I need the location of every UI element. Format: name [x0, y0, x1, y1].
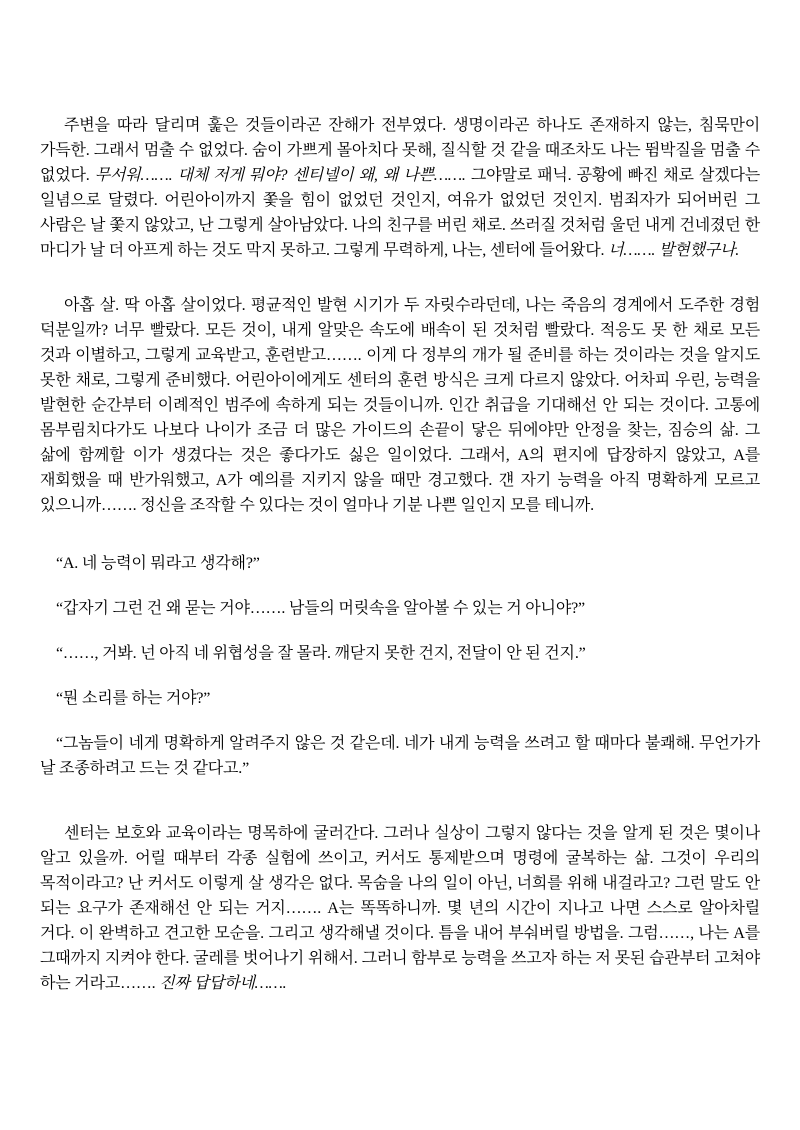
text-run: 주변을 따라 달리며 훑은 것들이라곤 잔해가 전부였다. 생명이라곤 하나도 존재하지 않는, 침묵만이 가득한. 그래서 멈출 수 없었다. 숨이 가쁘게 몰아치다 못해, 질식할 것 같을 때조차도 나는 뜀박질을 멈출 수 없었다.: [40, 117, 760, 184]
text-run: “……, 거봐. 넌 아직 네 위협성을 잘 몰라. 깨닫지 못한 건지, 전달이 안 된 건지.”: [56, 645, 586, 662]
narrative-paragraph: [40, 293, 760, 518]
text-run-italic: 진짜 답답하네…….: [159, 975, 287, 992]
text-run: 그야말로 패닉. 공황에 빠진 채로 살겠다는 일념으로 달렸다. 어린아이까지 쫓을 힘이 없었던 것인지, 여유가 없었던 것인지. 범죄자가 되어버린 그 사람은 날 쫓지 않았고, 난 그렇게 살아남았다. 나의 친구를 버린 채로. 쓰러질 것처럼 울던 내게 건네졌던 한 마디가 날 더 아프게 하는 것도 막지 못하고. 그렇게 무력하게, 나는, 센터에 들어왔다.: [40, 167, 761, 259]
narrative-paragraph: [40, 821, 760, 996]
dialogue-line: [40, 641, 760, 666]
text-run: 아홉 살. 딱 아홉 살이었다. 평균적인 발현 시기가 두 자릿수라던데, 나는 죽음의 경계에서 도주한 경험 덕분일까? 너무 빨랐다. 모든 것이, 내게 알맞은 속도에 배속이 된 것처럼 빨랐다. 적응도 못 한 채로 모든 것과 이별하고, 그렇게 교육받고, 훈련받고……. 이게 다 정부의 개가 될 준비를 하는 것이라는 것을 알지도 못한 채로, 그렇게 준비했다. 어린아이에게도 센터의 훈련 방식은 크게 다르지 않았다. 어차피 우린, 능력을 발현한 순간부터 이례적인 범주에 속하게 되는 것들이니까. 인간 취급을 기대해선 안 되는 것이다. 고통에 몸부림치다가도 나보다 나이가 조금 더 많은 가이드의 손끝이 닿은 뒤에야만 안정을 찾는, 짐승의 삶. 그 삶에 함께할 이가 생겼다는 것은 좋다가도 싫은 일이었다. 그래서, A의 편지에 답장하지 않았고, A를 재회했을 때 반가워했고, A가 예의를 지키지 않을 때만 경고했다. 걘 자기 능력을 아직 명확하게 모르고 있으니까……. 정신을 조작할 수 있다는 것이 얼마나 기분 나쁜 일인지 모를 테니까.: [40, 297, 760, 514]
text-run: “A. 네 능력이 뭐라고 생각해?”: [56, 555, 260, 572]
text-run: “갑자기 그런 건 왜 묻는 거야……. 남들의 머릿속을 알아볼 수 있는 거 아니야?”: [56, 600, 585, 617]
dialogue-line: [40, 596, 760, 621]
text-run-italic: 너……. 발현했구나.: [608, 242, 740, 259]
text-run: “그놈들이 네게 명확하게 알려주지 않은 것 같은데. 네가 내게 능력을 쓰려고 할 때마다 불쾌해. 무언가가 날 조종하려고 드는 것 같다고.”: [40, 735, 760, 777]
dialogue-line: [40, 731, 760, 781]
text-run: 센터는 보호와 교육이라는 명목하에 굴러간다. 그러나 실상이 그렇지 않다는 것을 알게 된 것은 몇이나 알고 있을까. 어릴 때부터 각종 실험에 쓰이고, 커서도 통제받으며 명령에 굴복하는 삶. 그것이 우리의 목적이라고? 난 커서도 이렇게 살 생각은 없다. 목숨을 나의 일이 아닌, 너희를 위해 내걸라고? 그런 말도 안 되는 요구가 존재해선 안 되는 거지……. A는 똑똑하니까. 몇 년의 시간이 지나고 나면 스스로 알아차릴 거다. 이 완벽하고 견고한 모순을. 그리고 생각해낼 것이다. 틈을 내어 부숴버릴 방법을. 그럼……, 나는 A를 그때까지 지켜야 한다. 굴레를 벗어나기 위해서. 그러니 함부로 능력을 쓰고자 하는 저 못된 습관부터 고쳐야 하는 거라고…….: [40, 825, 760, 992]
text-run-italic: 무서워……. 대체 저게 뭐야? 센티넬이 왜, 왜 나쁜…….: [94, 167, 466, 184]
dialogue-line: [40, 686, 760, 711]
narrative-paragraph: [40, 113, 760, 263]
dialogue-line: [40, 551, 760, 576]
text-run: “뭔 소리를 하는 거야?”: [56, 690, 211, 707]
